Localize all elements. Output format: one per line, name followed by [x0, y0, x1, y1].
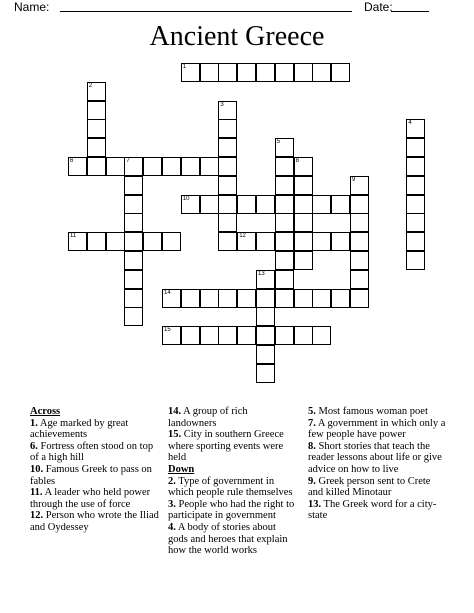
- crossword-cell[interactable]: [256, 195, 275, 214]
- crossword-cell[interactable]: [294, 289, 313, 308]
- clue-number: 4: [408, 120, 412, 127]
- crossword-cell[interactable]: [275, 157, 294, 176]
- crossword-cell[interactable]: [181, 289, 200, 308]
- clue-item-number: 5.: [308, 406, 316, 417]
- crossword-cell[interactable]: [218, 119, 237, 138]
- clue-number: 10: [182, 195, 190, 202]
- clue-number: 2: [88, 82, 93, 89]
- crossword-cell[interactable]: [87, 157, 106, 176]
- crossword-cell[interactable]: [200, 157, 219, 176]
- crossword-cell[interactable]: [256, 326, 275, 345]
- crossword-cell[interactable]: [181, 195, 200, 214]
- clue-item: [308, 441, 446, 476]
- crossword-cell[interactable]: [181, 326, 200, 345]
- crossword-cell[interactable]: [237, 195, 256, 214]
- crossword-cell[interactable]: [218, 326, 237, 345]
- crossword-cell[interactable]: [218, 138, 237, 157]
- crossword-cell[interactable]: [256, 232, 275, 251]
- crossword-cell[interactable]: [87, 138, 106, 157]
- crossword-cell[interactable]: [275, 326, 294, 345]
- clue-item-number: 12.: [30, 510, 44, 522]
- clue-item-number: 7.: [308, 417, 316, 429]
- crossword-cell[interactable]: [294, 213, 313, 232]
- crossword-cell[interactable]: [143, 157, 162, 176]
- crossword-cell[interactable]: [87, 82, 106, 101]
- crossword-cell[interactable]: [350, 195, 369, 214]
- clue-item: [308, 476, 446, 499]
- clue-item: [30, 418, 160, 441]
- crossword-cell[interactable]: [218, 101, 237, 120]
- clues-column-2: [168, 406, 298, 557]
- clue-item: [168, 522, 298, 557]
- clue-item-text: A leader who held power through the use of force: [30, 487, 151, 510]
- crossword-cell[interactable]: [331, 63, 350, 82]
- crossword-cell[interactable]: [275, 176, 294, 195]
- crossword-cell[interactable]: [331, 232, 350, 251]
- crossword-cell[interactable]: [200, 326, 219, 345]
- clue-item-text: A group of rich landowners: [168, 406, 248, 429]
- name-label: Name:: [14, 0, 50, 14]
- clue-item: [168, 429, 298, 464]
- crossword-cell[interactable]: [124, 195, 143, 214]
- crossword-cell[interactable]: [124, 176, 143, 195]
- clue-item: [308, 499, 446, 522]
- clue-number: 1: [182, 64, 187, 70]
- clue-item: [168, 476, 298, 499]
- crossword-cell[interactable]: [87, 101, 106, 120]
- crossword-cell[interactable]: [350, 176, 369, 195]
- clue-number: 8: [295, 158, 299, 164]
- crossword-cell[interactable]: [68, 232, 87, 251]
- crossword-cell[interactable]: [124, 157, 143, 176]
- crossword-cell[interactable]: [162, 289, 181, 308]
- crossword-cell[interactable]: [218, 63, 237, 82]
- clue-item-text: Most famous woman poet: [315, 406, 428, 417]
- clue-item: [30, 441, 160, 464]
- crossword-cell[interactable]: [143, 232, 162, 251]
- crossword-cell[interactable]: [218, 157, 237, 176]
- crossword-cell[interactable]: [256, 364, 275, 383]
- crossword-cell[interactable]: [256, 63, 275, 82]
- crossword-cell[interactable]: [200, 63, 219, 82]
- crossword-cell[interactable]: [68, 157, 87, 176]
- crossword-cell[interactable]: [294, 251, 313, 270]
- crossword-cell[interactable]: [294, 176, 313, 195]
- crossword-cell[interactable]: [294, 326, 313, 345]
- crossword-cell[interactable]: [237, 326, 256, 345]
- crossword-cell[interactable]: [406, 232, 425, 251]
- crossword-cell[interactable]: [331, 195, 350, 214]
- crossword-cell[interactable]: [294, 157, 313, 176]
- crossword-cell[interactable]: [275, 138, 294, 157]
- crossword-cell[interactable]: [106, 157, 125, 176]
- clue-number: 6: [70, 158, 74, 164]
- clue-item-text: A government in which only a few people have power: [308, 417, 446, 441]
- clue-item-text: Type of government in which people rule themselves: [168, 475, 293, 499]
- crossword-cell[interactable]: [162, 326, 181, 345]
- clue-item-text: City in southern Greece where sporting events were held: [168, 429, 284, 464]
- crossword-cell[interactable]: [124, 251, 143, 270]
- down-heading: Down: [168, 463, 195, 475]
- crossword-cell[interactable]: [312, 63, 331, 82]
- clue-number: 12: [239, 233, 246, 240]
- crossword-cell[interactable]: [218, 213, 237, 232]
- clue-item-number: 11.: [30, 487, 43, 499]
- crossword-cell[interactable]: [312, 195, 331, 214]
- clues-column-1: [30, 406, 160, 534]
- clue-item-text: Short stories that teach the reader lessons about life or give advice on how to live: [308, 440, 442, 475]
- clue-item-number: 3.: [168, 498, 176, 510]
- crossword-cell[interactable]: [350, 251, 369, 270]
- crossword-cell[interactable]: [200, 289, 219, 308]
- crossword-cell[interactable]: [406, 195, 425, 214]
- crossword-cell[interactable]: [350, 270, 369, 289]
- clue-item-number: 14.: [168, 406, 182, 417]
- clue-item: [30, 464, 160, 487]
- clue-item-number: 6.: [30, 440, 38, 452]
- clue-item-text: A body of stories about gods and heroes that explain how the world works: [168, 521, 288, 557]
- clue-item-text: Age marked by great achievements: [30, 417, 129, 441]
- clue-item-text: The Greek word for a city-state: [308, 498, 437, 522]
- clue-number: 7: [126, 158, 130, 164]
- crossword-cell[interactable]: [312, 232, 331, 251]
- crossword-cell[interactable]: [218, 289, 237, 308]
- clue-item: [30, 487, 160, 510]
- crossword-cell[interactable]: [124, 307, 143, 326]
- crossword-cell[interactable]: [237, 232, 256, 251]
- crossword-cell[interactable]: [275, 289, 294, 308]
- crossword-cell[interactable]: [275, 63, 294, 82]
- crossword-cell[interactable]: [218, 195, 237, 214]
- crossword-cell[interactable]: [218, 176, 237, 195]
- crossword-cell[interactable]: [406, 157, 425, 176]
- crossword-cell[interactable]: [106, 232, 125, 251]
- crossword-cell[interactable]: [275, 232, 294, 251]
- crossword-cell[interactable]: [350, 213, 369, 232]
- crossword-cell[interactable]: [275, 251, 294, 270]
- clue-item-number: 1.: [30, 417, 38, 429]
- crossword-cell[interactable]: [331, 289, 350, 308]
- crossword-cell[interactable]: [256, 289, 275, 308]
- clue-item-number: 8.: [308, 440, 316, 452]
- clue-item-text: Person who wrote the Iliad and Oydessey: [30, 510, 159, 533]
- crossword-cell[interactable]: [275, 270, 294, 289]
- clue-number: 13: [258, 270, 265, 277]
- crossword-cell[interactable]: [237, 289, 256, 308]
- crossword-cell[interactable]: [312, 289, 331, 308]
- crossword-cell[interactable]: [294, 63, 313, 82]
- across-heading: Across: [30, 406, 61, 417]
- crossword-cell[interactable]: [294, 232, 313, 251]
- clue-item-text: Greek person sent to Crete and killed Minotaur: [308, 475, 431, 499]
- crossword-cell[interactable]: [406, 213, 425, 232]
- crossword-cell[interactable]: [406, 176, 425, 195]
- crossword-cell[interactable]: [124, 213, 143, 232]
- clue-item-number: 2.: [168, 475, 176, 487]
- crossword-cell[interactable]: [181, 157, 200, 176]
- crossword-cell[interactable]: [124, 270, 143, 289]
- crossword-cell[interactable]: [406, 251, 425, 270]
- crossword-cell[interactable]: [162, 157, 181, 176]
- date-label: Date:: [364, 0, 393, 14]
- clues-column-3: [308, 406, 446, 522]
- crossword-cell[interactable]: [181, 63, 200, 82]
- crossword-cell[interactable]: [256, 270, 275, 289]
- crossword-cell[interactable]: [275, 195, 294, 214]
- crossword-cell[interactable]: [350, 232, 369, 251]
- clue-item-number: 4.: [168, 521, 176, 533]
- clue-number: 3: [220, 101, 224, 108]
- crossword-cell[interactable]: [124, 289, 143, 308]
- crossword-cell[interactable]: [256, 345, 275, 364]
- crossword-cell[interactable]: [406, 138, 425, 157]
- crossword-cell[interactable]: [124, 232, 143, 251]
- crossword-cell[interactable]: [237, 63, 256, 82]
- crossword-cell[interactable]: [200, 195, 219, 214]
- clue-number: 9: [352, 176, 356, 183]
- clue-item-text: Fortress often stood on top of a high hill: [30, 440, 154, 464]
- crossword-cell[interactable]: [312, 326, 331, 345]
- crossword-cell[interactable]: [275, 213, 294, 232]
- page-title: Ancient Greece: [149, 21, 325, 52]
- crossword-cell[interactable]: [350, 289, 369, 308]
- crossword-cell[interactable]: [162, 232, 181, 251]
- crossword-cell[interactable]: [218, 232, 237, 251]
- clue-item: [168, 499, 298, 522]
- crossword-cell[interactable]: [87, 119, 106, 138]
- clue-item-number: 15.: [168, 429, 182, 441]
- clue-number: 11: [70, 233, 77, 240]
- clue-item-text: People who had the right to participate in government: [168, 498, 295, 522]
- clue-item-number: 9.: [308, 475, 316, 487]
- clue-item-number: 13.: [308, 498, 322, 510]
- crossword-cell[interactable]: [256, 307, 275, 326]
- clue-item-number: 10.: [30, 463, 44, 475]
- clue-item: [168, 406, 298, 429]
- clue-item: [30, 510, 160, 533]
- crossword-cell[interactable]: [87, 232, 106, 251]
- crossword-cell[interactable]: [294, 195, 313, 214]
- crossword-cell[interactable]: [406, 119, 425, 138]
- clue-item: [308, 418, 446, 441]
- clue-number: 5: [276, 139, 281, 146]
- clue-item: [308, 406, 446, 418]
- clue-number: 15: [164, 327, 171, 334]
- clue-item-text: Famous Greek to pass on fables: [30, 463, 152, 487]
- clue-number: 14: [164, 289, 171, 296]
